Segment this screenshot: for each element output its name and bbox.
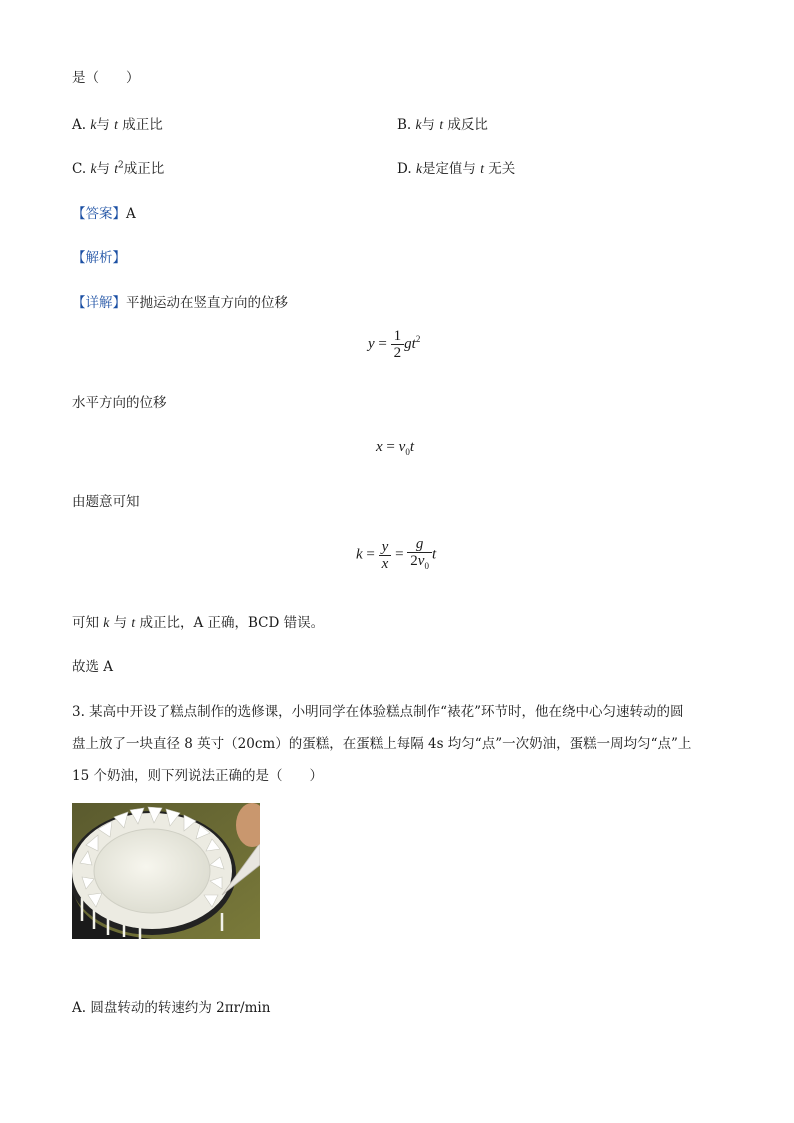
cake-photo — [72, 803, 260, 939]
conclusion-line: 可知 k 与 t 成正比，A 正确，BCD 错误。 — [72, 615, 325, 631]
q3-line1: 3. 某高中开设了糕点制作的选修课，小明同学在体验糕点制作“裱花”环节时，他在绕中心匀速转动的圆 — [72, 704, 684, 720]
option-b: B. k与 t 成反比 — [397, 117, 488, 133]
formula-vertical-displacement: y = $\frac{1}{2}$ $gt^2$ — [368, 328, 421, 361]
answer-tag: 【答案】 — [72, 206, 126, 222]
question-tail: 是（ ） — [72, 70, 140, 86]
option-d: D. k是定值与 t 无关 — [397, 161, 516, 177]
formula-horizontal-displacement: $x = v_0t$ — [376, 439, 414, 457]
answer-value: A — [126, 206, 136, 222]
q3-line2: 盘上放了一块直径 8 英寸（20cm）的蛋糕，在蛋糕上每隔 4s 均匀“点”一次奶油，蛋糕一周均匀“点”上 — [72, 736, 692, 752]
text-horizontal: 水平方向的位移 — [72, 395, 167, 411]
analysis-tag: 【解析】 — [72, 250, 126, 266]
detail-text: 平抛运动在竖直方向的位移 — [126, 295, 288, 311]
text-by-meaning: 由题意可知 — [72, 494, 140, 510]
detail-tag: 【详解】 — [72, 295, 126, 311]
choose-line: 故选 A — [72, 659, 114, 675]
detail-line — [72, 291, 288, 311]
q3-option-a: A. 圆盘转动的转速约为 2πr/min — [72, 1000, 271, 1016]
answer-line — [72, 202, 136, 222]
option-a: A. k与 t 成正比 — [72, 117, 163, 133]
q3-line3: 15 个奶油，则下列说法正确的是（ ） — [72, 768, 323, 784]
option-c: C. k与 $t^2$成正比 — [72, 160, 165, 177]
formula-k: k = $\frac{y}{x}$ = $\frac{g}{2v_0}$ t — [356, 536, 437, 572]
